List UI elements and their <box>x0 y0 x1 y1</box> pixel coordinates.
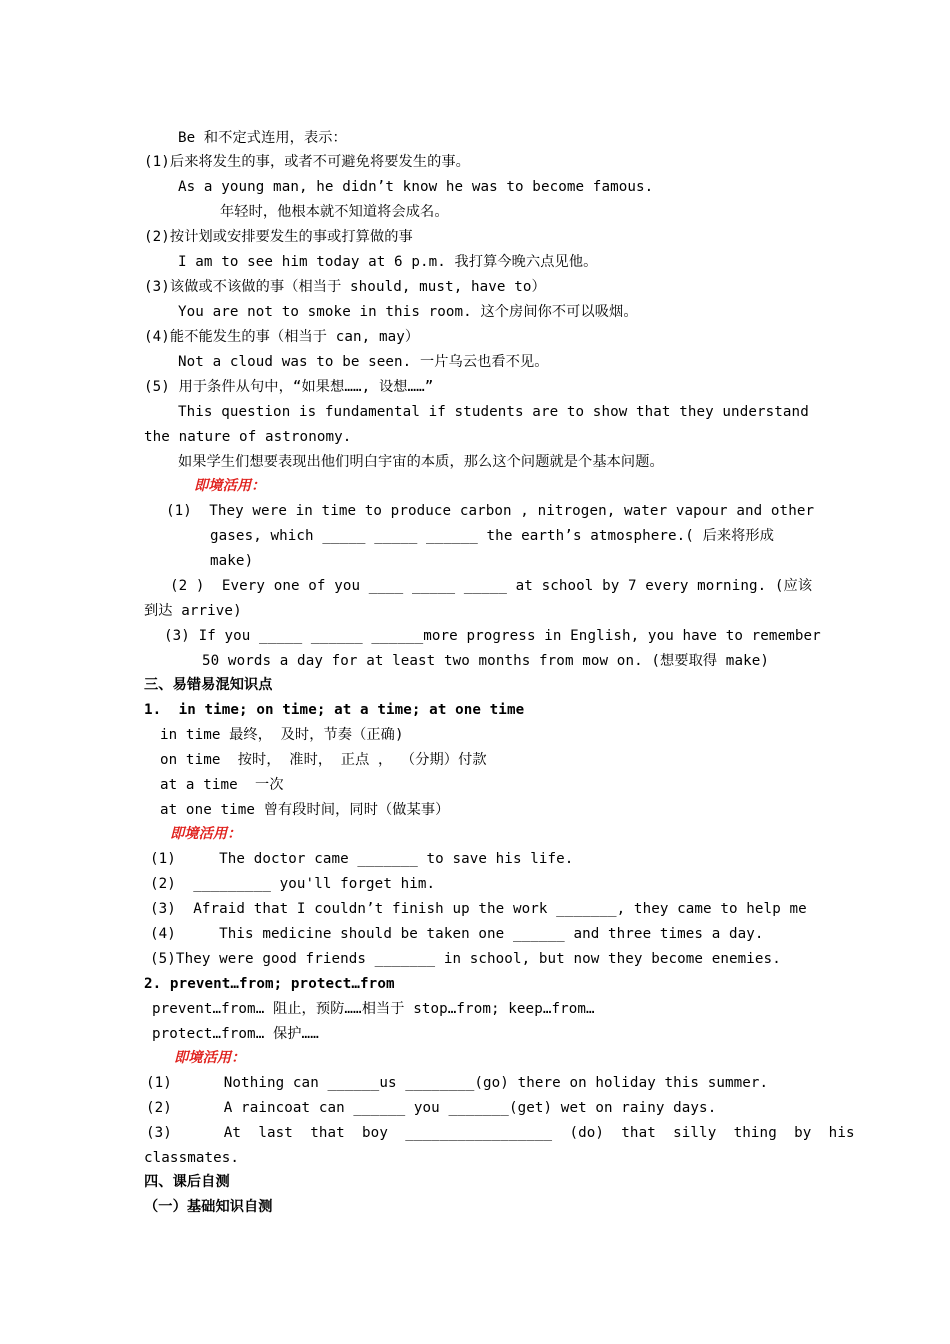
text-line: As a young man, he didn’t know he was to become famous. <box>178 179 654 195</box>
text-line: I am to see him today at 6 p.m. 我打算今晚六点见他。 <box>178 254 598 270</box>
exercise-line: (2) _________ you'll forget him. <box>150 876 436 892</box>
text-line: This question is fundamental if students are to show that they understand <box>178 404 809 420</box>
exercise-line: 到达 arrive) <box>144 603 242 619</box>
text-line: (2)按计划或安排要发生的事或打算做的事 <box>144 229 413 245</box>
exercise-line: (1) The doctor came _______ to save his life. <box>150 851 574 867</box>
exercise-heading: 即境活用： <box>194 478 266 494</box>
exercise-line: 50 words a day for at least two months from mow on. (想要取得 make) <box>202 653 770 669</box>
exercise-line: (3) At last that boy _________________ (do) that silly thing by his <box>146 1125 855 1141</box>
text-line: 年轻时，他根本就不知道将会成名。 <box>220 204 449 220</box>
exercise-line: (1) Nothing can ______us ________(go) there on holiday this summer. <box>146 1075 769 1091</box>
exercise-line: classmates. <box>144 1150 240 1166</box>
text-line: at a time 一次 <box>160 777 284 793</box>
subsection-heading: （一）基础知识自测 <box>144 1199 273 1215</box>
section-heading: 三、易错易混知识点 <box>144 677 273 693</box>
exercise-line: make) <box>210 553 254 569</box>
exercise-heading: 即境活用： <box>174 1050 246 1066</box>
text-line: in time 最终， 及时，节奏（正确) <box>160 727 404 743</box>
text-line: at one time 曾有段时间，同时（做某事） <box>160 802 450 818</box>
text-line: the nature of astronomy. <box>144 429 352 445</box>
text-line: You are not to smoke in this room. 这个房间你不可以吸烟。 <box>178 304 638 320</box>
text-line: Not a cloud was to be seen. 一片乌云也看不见。 <box>178 354 549 370</box>
text-line: protect…from… 保护…… <box>152 1026 319 1042</box>
text-line: 如果学生们想要表现出他们明白宇宙的本质，那么这个问题就是个基本问题。 <box>178 454 664 470</box>
text-line: Be 和不定式连用，表示： <box>178 130 347 146</box>
exercise-line: (4) This medicine should be taken one ______ and three times a day. <box>150 926 764 942</box>
exercise-line: (2) A raincoat can ______ you _______(get) wet on rainy days. <box>146 1100 717 1116</box>
text-line: (4)能不能发生的事（相当于 can, may） <box>144 329 420 345</box>
exercise-heading: 即境活用： <box>170 826 242 842</box>
subsection-heading: 1. in time; on time; at a time; at one time <box>144 702 525 718</box>
text-line: (5) 用于条件从句中，“如果想……, 设想……” <box>144 379 434 395</box>
section-heading: 四、课后自测 <box>144 1174 230 1190</box>
exercise-line: (1) They were in time to produce carbon , nitrogen, water vapour and other <box>166 503 815 519</box>
text-line: (1)后来将发生的事，或者不可避免将要发生的事。 <box>144 154 470 170</box>
exercise-line: gases, which _____ _____ ______ the earth’s atmosphere.( 后来将形成 <box>210 528 775 544</box>
text-line: prevent…from… 阻止，预防……相当于 stop…from; keep…from… <box>152 1001 595 1017</box>
exercise-line: (3) If you _____ ______ ______more progress in English, you have to remember <box>164 628 821 644</box>
text-line: (3)该做或不该做的事（相当于 should, must, have to） <box>144 279 546 295</box>
text-line: on time 按时， 准时， 正点 ， （分期）付款 <box>160 752 487 768</box>
subsection-heading: 2. prevent…from; protect…from <box>144 976 395 992</box>
exercise-line: (5)They were good friends _______ in school, but now they become enemies. <box>150 951 781 967</box>
exercise-line: (3) Afraid that I couldn’t finish up the work _______, they came to help me <box>150 901 807 917</box>
exercise-line: (2 ) Every one of you ____ _____ _____ at school by 7 every morning. (应该 <box>170 578 813 594</box>
